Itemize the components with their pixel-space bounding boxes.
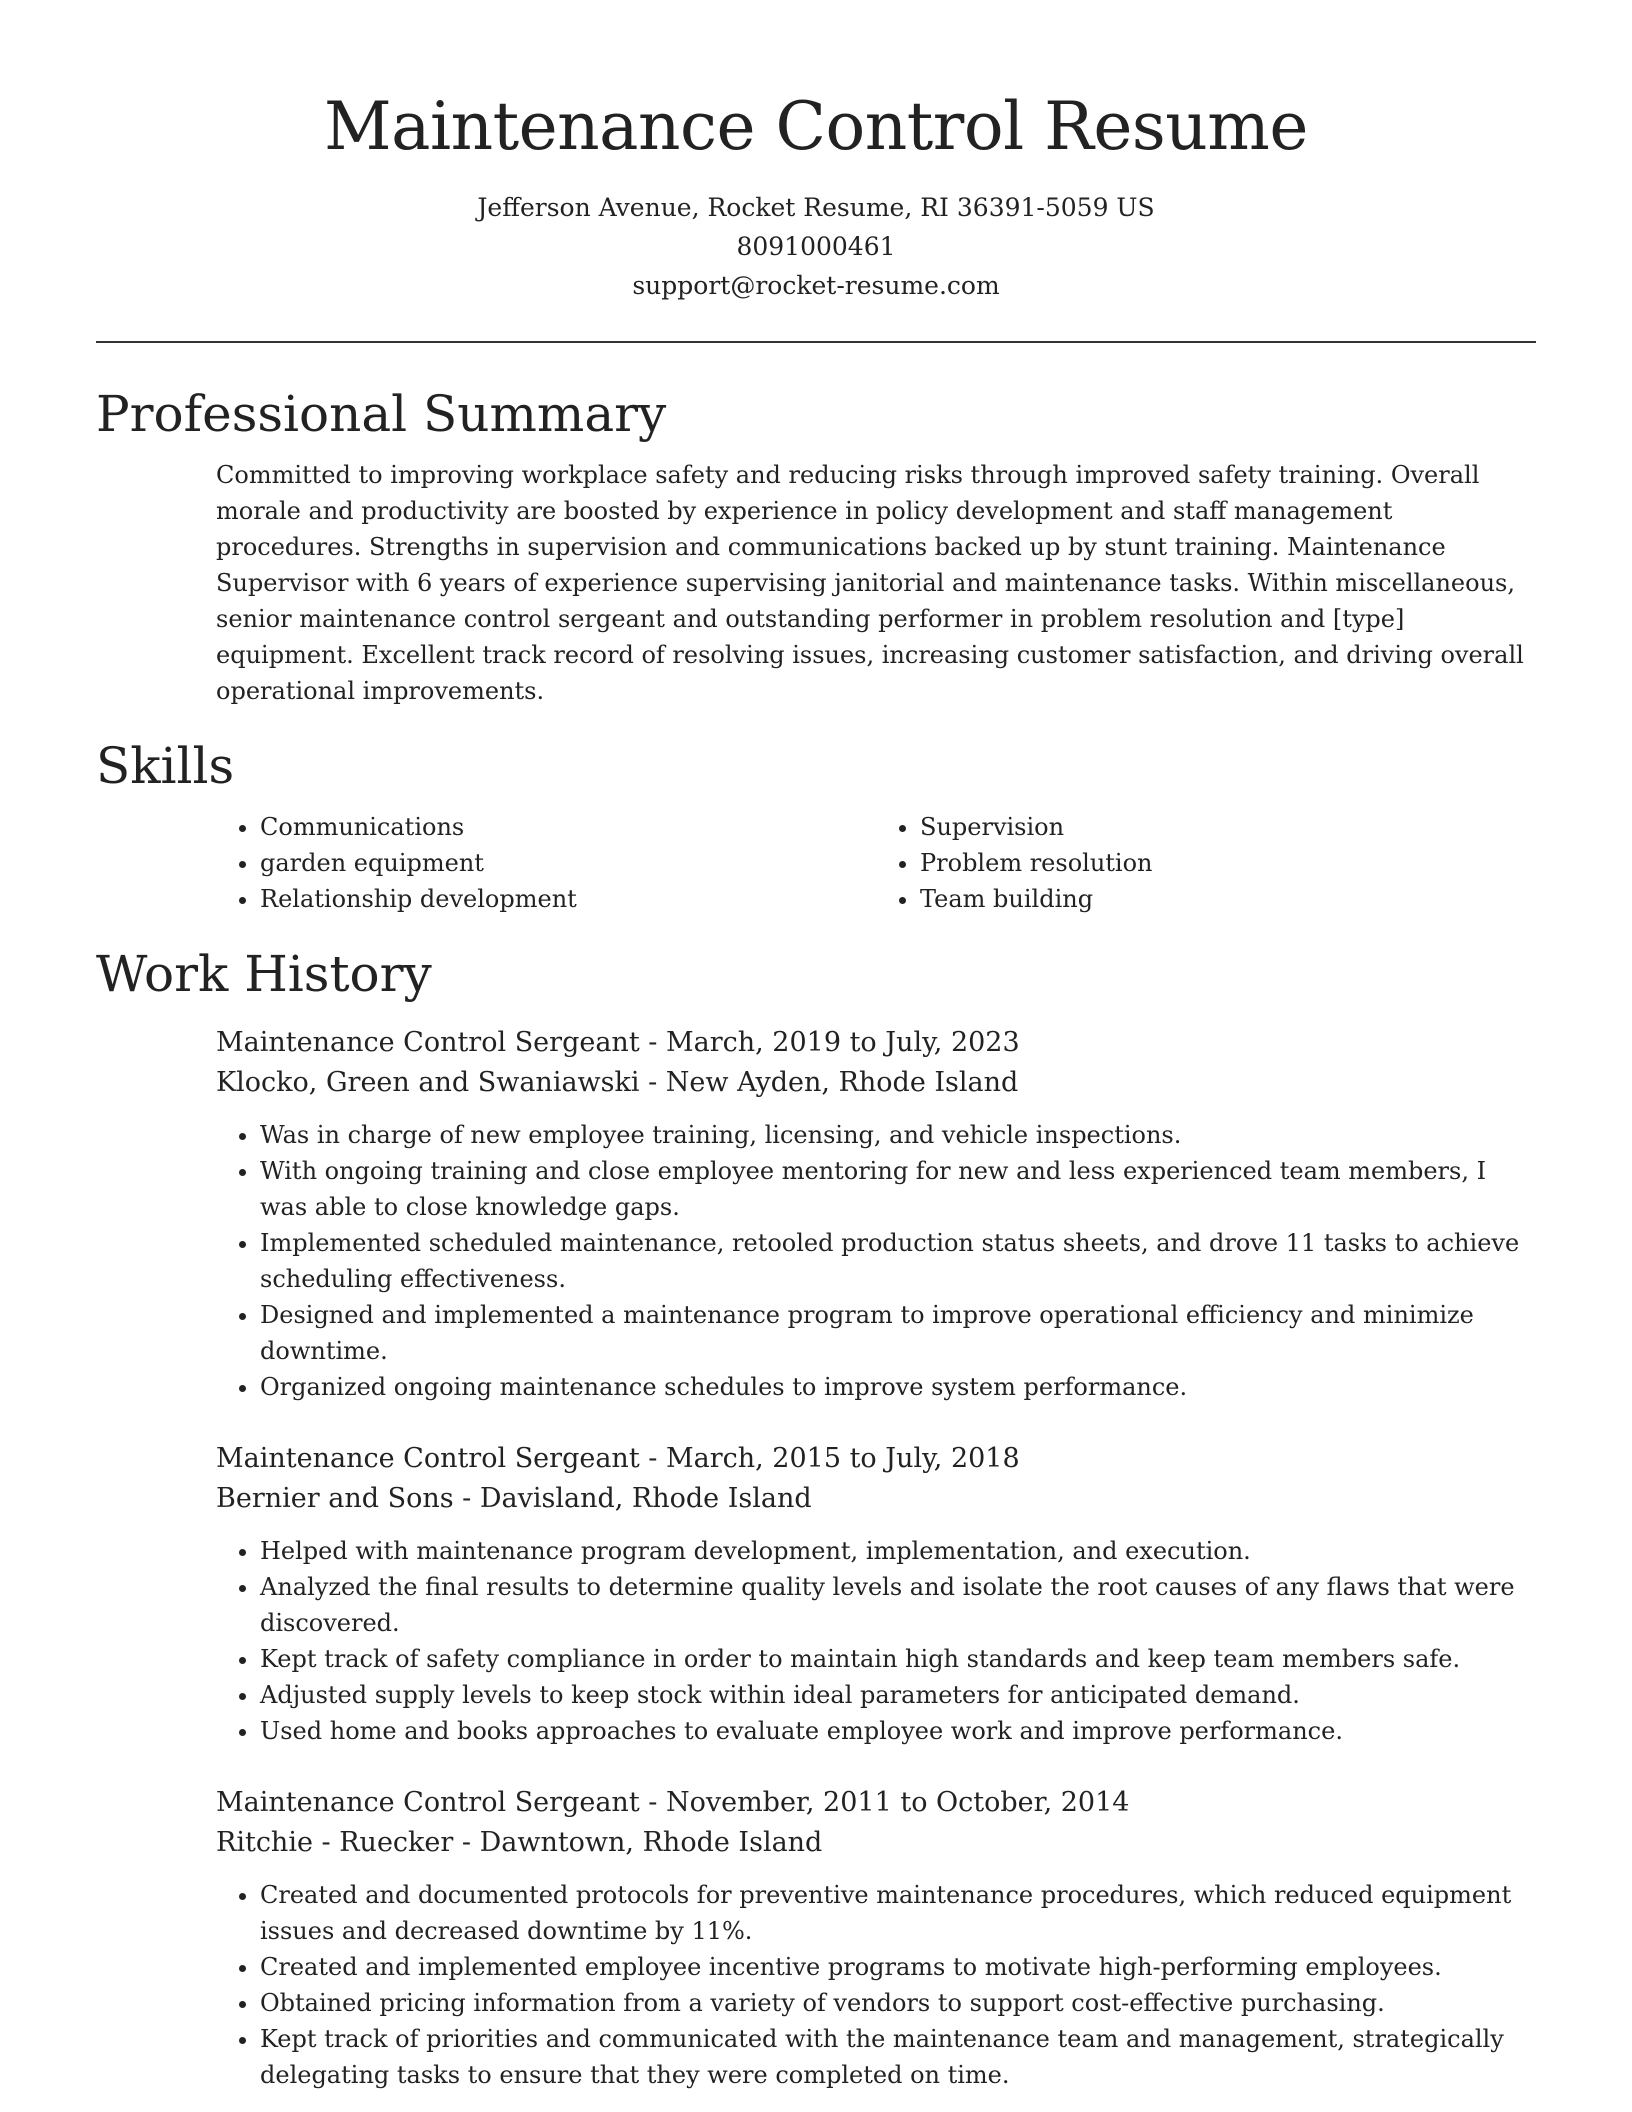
job-bullet: • Analyzed the final results to determine quality levels and isolate the root causes of any flaws that were discovered. [260, 1569, 1536, 1641]
job-company: Klocko, Green and Swaniawski [216, 1067, 640, 1098]
job-company-line [216, 1823, 1536, 1863]
job-bullet: • With ongoing training and close employee mentoring for new and less experienced team members, I was able to close knowledge gaps. [260, 1153, 1536, 1225]
resume-header [96, 0, 1536, 305]
job-location: - Davisland, Rhode Island [453, 1483, 812, 1514]
skill-item: • Relationship development [260, 881, 876, 917]
address: Jefferson Avenue, Rocket Resume, RI 36391-5059 US [477, 193, 1155, 222]
skills-list [216, 809, 1536, 917]
skill-item: • garden equipment [260, 845, 876, 881]
job-bullet: • Created and implemented employee incentive programs to motivate high-performing employees. [260, 1949, 1536, 1985]
job-dates: - November, 2011 to October, 2014 [639, 1787, 1130, 1818]
job-entry [216, 1439, 1536, 1749]
job-title: Maintenance Control Sergeant [216, 1443, 640, 1474]
skills-heading: Skills [96, 737, 235, 795]
job-title-line [216, 1023, 1536, 1063]
job-bullets [216, 1533, 1536, 1749]
job-title: Maintenance Control Sergeant [216, 1787, 640, 1818]
job-dates: - March, 2015 to July, 2018 [639, 1443, 1020, 1474]
job-entry [216, 1023, 1536, 1405]
email: support@rocket-resume.com [632, 271, 1000, 300]
work-history-heading: Work History [96, 945, 432, 1003]
job-bullets [216, 1117, 1536, 1405]
resume-page [96, 0, 1536, 2093]
job-bullet: • Kept track of safety compliance in order to maintain high standards and keep team members safe. [260, 1641, 1536, 1677]
job-bullet: • Was in charge of new employee training, licensing, and vehicle inspections. [260, 1117, 1536, 1153]
job-bullet: • Helped with maintenance program development, implementation, and execution. [260, 1533, 1536, 1569]
job-title-line [216, 1783, 1536, 1823]
job-bullet: • Created and documented protocols for preventive maintenance procedures, which reduced equipment issues and decreased downtime by 11%. [260, 1877, 1536, 1949]
summary-text: Committed to improving workplace safety and reducing risks through improved safety training. Overall morale and productivity are boosted by experience in policy development and staff management procedures. Strengths in supervision and communications backed up by stunt training. Maintenance Supervisor with 6 years of experience supervising janitorial and maintenance tasks. Within miscellaneous, senior maintenance control sergeant and outstanding performer in problem resolution and [type] equipment. Excellent track record of resolving issues, increasing customer satisfaction, and driving overall operational improvements. [216, 461, 1524, 705]
job-entry [216, 1783, 1536, 2093]
phone: 8091000461 [736, 232, 896, 261]
contact-block [96, 188, 1536, 305]
job-bullet: • Adjusted supply levels to keep stock within ideal parameters for anticipated demand. [260, 1677, 1536, 1713]
job-bullet: • Kept track of priorities and communicated with the maintenance team and management, strategically delegating tasks to ensure that they were completed on time. [260, 2021, 1536, 2093]
skill-item: • Problem resolution [920, 845, 1536, 881]
job-company: Bernier and Sons [216, 1483, 454, 1514]
job-title-line [216, 1439, 1536, 1479]
summary-heading: Professional Summary [96, 385, 667, 443]
job-bullet: • Obtained pricing information from a variety of vendors to support cost-effective purchasing. [260, 1985, 1536, 2021]
job-company-line [216, 1063, 1536, 1103]
skills-column-left [216, 809, 876, 917]
skill-item: • Supervision [920, 809, 1536, 845]
job-title: Maintenance Control Sergeant [216, 1027, 640, 1058]
job-bullet: • Implemented scheduled maintenance, retooled production status sheets, and drove 11 tasks to achieve scheduling effectiveness. [260, 1225, 1536, 1297]
job-company-line [216, 1479, 1536, 1519]
skills-column-right [876, 809, 1536, 917]
header-divider [96, 341, 1536, 343]
skill-item: • Communications [260, 809, 876, 845]
job-dates: - March, 2019 to July, 2023 [639, 1027, 1020, 1058]
job-bullet: • Used home and books approaches to evaluate employee work and improve performance. [260, 1713, 1536, 1749]
job-location: - New Ayden, Rhode Island [639, 1067, 1019, 1098]
job-bullets [216, 1877, 1536, 2093]
skill-item: • Team building [920, 881, 1536, 917]
job-company: Ritchie - Ruecker [216, 1827, 454, 1858]
job-bullet: • Designed and implemented a maintenance program to improve operational efficiency and minimize downtime. [260, 1297, 1536, 1369]
job-bullet: • Organized ongoing maintenance schedules to improve system performance. [260, 1369, 1536, 1405]
job-location: - Dawntown, Rhode Island [453, 1827, 823, 1858]
resume-name: Maintenance Control Resume [324, 88, 1308, 165]
